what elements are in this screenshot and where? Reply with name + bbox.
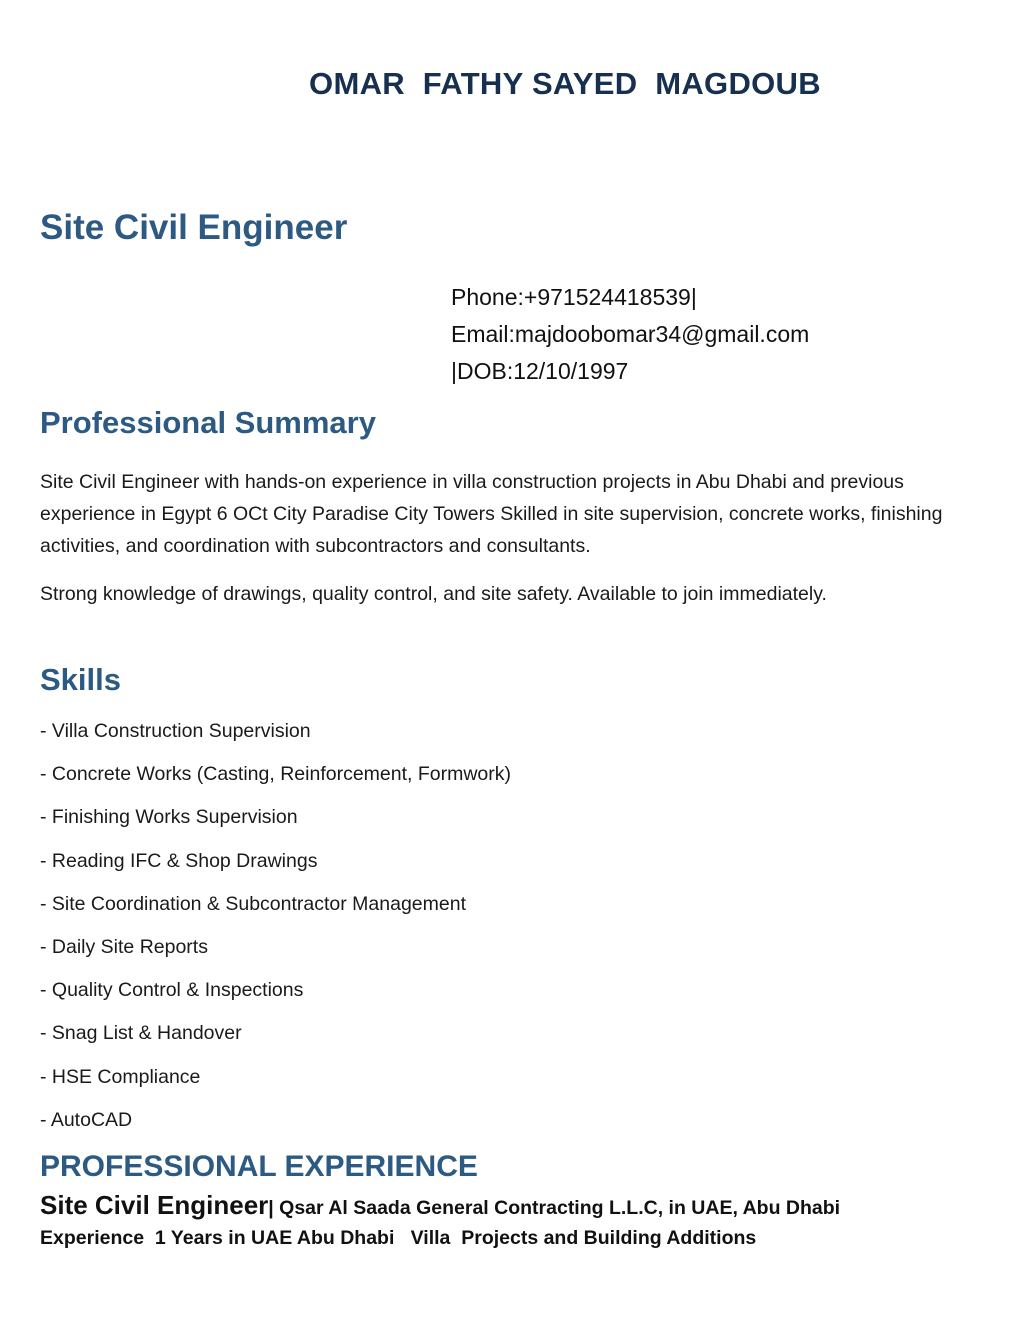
summary-paragraph-1: Site Civil Engineer with hands-on experience in villa construction projects in Abu Dhabi and previous experience in Egypt 6 OCt City Paradise City Towers Skilled in site supervision, concrete works, finishing activities, and coordination with subcontractors and consultants. xyxy=(40,471,943,557)
experience-details: Experience 1 Years in UAE Abu Dhabi Villa Projects and Building Additions xyxy=(40,1227,757,1249)
summary-paragraph-2: Strong knowledge of drawings, quality control, and site safety. Available to join immediately. xyxy=(40,583,827,605)
experience-role: Site Civil Engineer xyxy=(40,1190,269,1220)
skill-item: - Site Coordination & Subcontractor Management xyxy=(40,892,466,915)
skill-item: - Finishing Works Supervision xyxy=(40,806,298,829)
skill-item: - HSE Compliance xyxy=(40,1065,201,1088)
skill-item: - Concrete Works (Casting, Reinforcement, Formwork) xyxy=(40,763,512,786)
skill-item: - AutoCAD xyxy=(40,1108,133,1131)
skills-list xyxy=(40,715,511,1147)
contact-dob: |DOB:12/10/1997 xyxy=(451,358,629,384)
summary-heading: Professional Summary xyxy=(40,405,376,440)
skill-item: - Snag List & Handover xyxy=(40,1022,242,1045)
skill-item: - Reading IFC & Shop Drawings xyxy=(40,849,318,872)
experience-heading: PROFESSIONAL EXPERIENCE xyxy=(40,1150,478,1183)
candidate-name: OMAR FATHY SAYED MAGDOUB xyxy=(309,66,821,101)
contact-block xyxy=(451,279,809,390)
job-title: Site Civil Engineer xyxy=(40,208,348,247)
experience-company: | Qsar Al Saada General Contracting L.L.C, in UAE, Abu Dhabi xyxy=(268,1197,841,1219)
skill-item: - Villa Construction Supervision xyxy=(40,720,311,742)
skills-heading: Skills xyxy=(40,662,121,697)
skill-item: - Quality Control & Inspections xyxy=(40,979,304,1002)
contact-phone: Phone:+971524418539| xyxy=(451,284,697,310)
contact-email: Email:majdoobomar34@gmail.com xyxy=(451,321,810,347)
experience-role-line xyxy=(40,1190,840,1221)
skill-item: - Daily Site Reports xyxy=(40,935,208,958)
